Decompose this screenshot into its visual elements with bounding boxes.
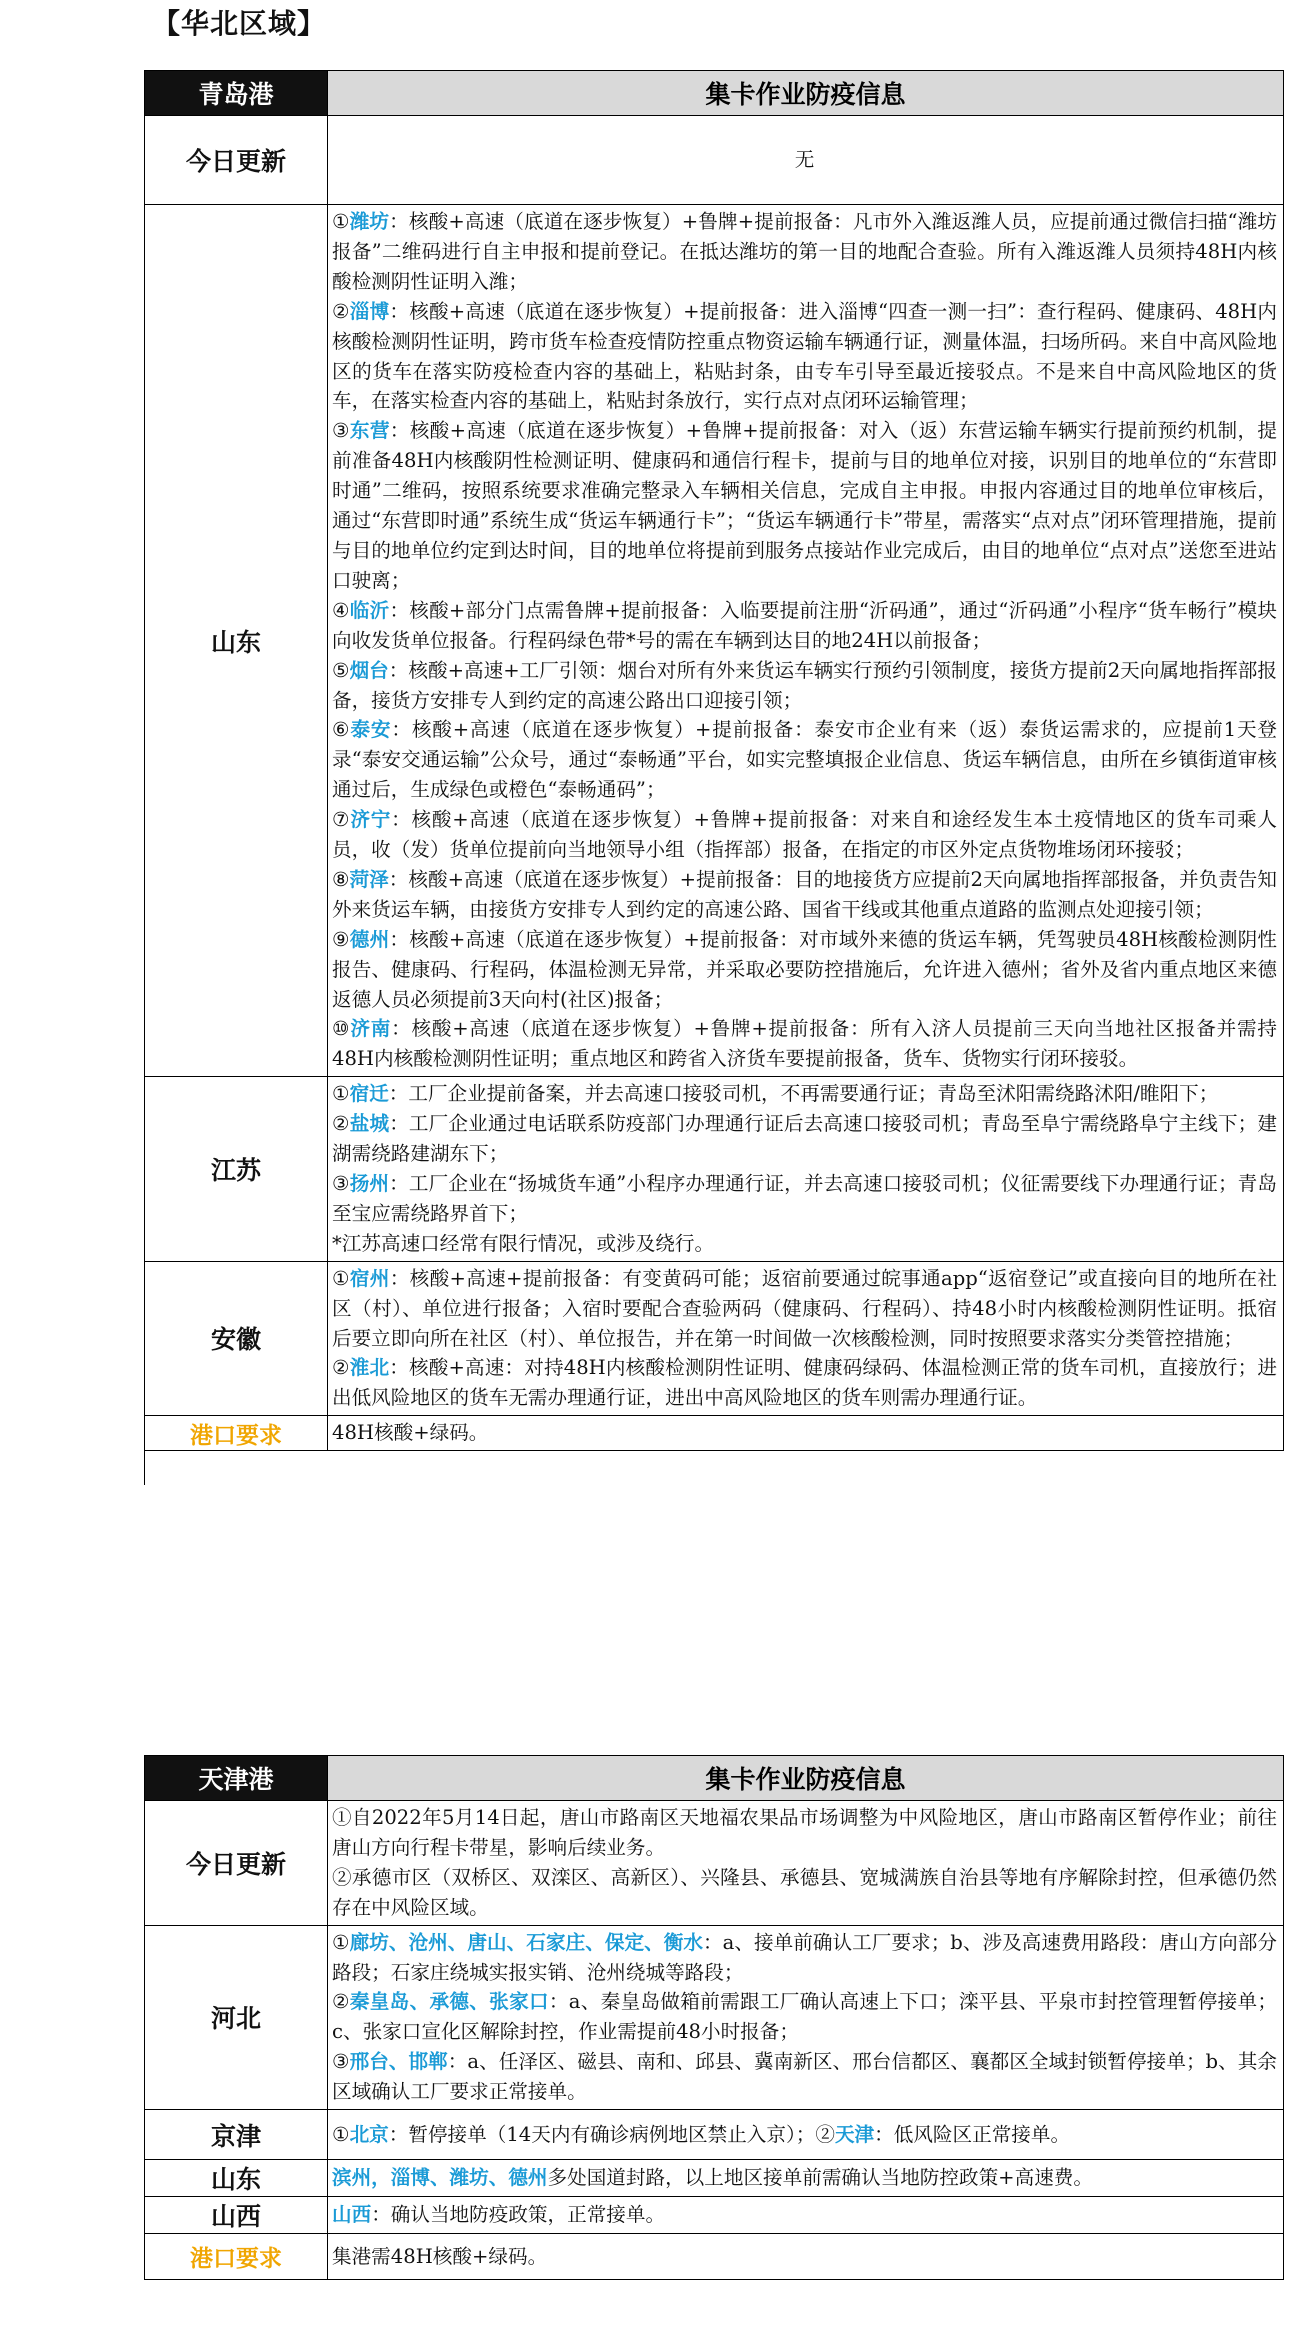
list-item [332, 1264, 1277, 1354]
list-item [332, 1353, 1277, 1413]
region-title: 【华北区域】 [152, 7, 327, 40]
city-name: 盐城 [349, 1112, 390, 1136]
item-number: ① [332, 1082, 350, 1106]
item-number: ① [332, 1266, 350, 1290]
list-item [332, 1079, 1277, 1109]
list-item [332, 416, 1277, 595]
item-number: ④ [332, 598, 350, 622]
jiangsu-row [145, 1077, 1284, 1261]
list-item [332, 865, 1277, 925]
item-text: ：核酸+高速（底道在逐步恢复）+鲁牌+提前报备：对来自和途经发生本土疫情地区的货车司乘人员，收（发）货单位提前向当地领导小组（指挥部）报备，在指定的市区外定点货物堆场闭环接驳； [332, 808, 1277, 862]
table-header-title: 集卡作业防疫信息 [328, 1756, 1284, 1801]
row-label: 安徽 [145, 1261, 328, 1416]
jingjin-content: ①北京：暂停接单（14天内有确诊病例地区禁止入京）；②天津：低风险区正常接单。 [328, 2110, 1284, 2160]
row-label: 今日更新 [145, 1801, 328, 1926]
row-label: 江苏 [145, 1077, 328, 1261]
item-text: ：核酸+高速+工厂引领：烟台对所有外来货运车辆实行预约引领制度，接货方提前2天向属地指挥部报备，接货方安排专人到约定的高速公路出口迎接引领； [332, 658, 1277, 712]
item-number: ③ [332, 2050, 350, 2074]
city-name: 天津 [834, 2122, 875, 2146]
hebei-content [328, 1925, 1284, 2109]
item-number: ⑨ [332, 927, 350, 951]
item-text: ：核酸+高速（底道在逐步恢复）+提前报备：目的地接货方应提前2天向属地指挥部报备，并负责告知外来货运车辆，由接货方安排专人到约定的高速公路、国省干线或其他重点道路的监测点处迎接引领； [332, 867, 1277, 921]
city-name: 临沂 [349, 598, 390, 622]
city-name: 廊坊、沧州、唐山、石家庄、保定、衡水 [349, 1930, 704, 1954]
table-header-title: 集卡作业防疫信息 [328, 71, 1284, 116]
city-name: 菏泽 [349, 867, 389, 891]
city-name: 东营 [349, 419, 390, 443]
city-name: 泰安 [350, 718, 392, 742]
item-number: ⑤ [332, 658, 350, 682]
shandong-row [145, 205, 1284, 1077]
item-text: ：核酸+高速（底道在逐步恢复）+鲁牌+提前报备：凡市外入潍返潍人员，应提前通过微信扫描“潍坊报备”二维码进行自主申报和提前登记。在抵达潍坊的第一目的地配合查验。所有入潍返潍人员须持48H内核酸检测阴性证明入潍； [332, 210, 1278, 293]
list-item [332, 715, 1277, 805]
row-label: 京津 [145, 2110, 328, 2160]
tianjin-header-row [145, 1756, 1284, 1801]
item-text: ：核酸+高速（底道在逐步恢复）+提前报备：对市域外来德的货运车辆，凭驾驶员48H核酸检测阴性报告、健康码、行程码，体温检测无异常，并采取必要防控措施后，允许进入德州；省外及省内重点地区来德返德人员必须提前3天向村(社区)报备； [332, 927, 1277, 1011]
city-name: 德州 [349, 927, 390, 951]
item-number: ③ [332, 1172, 350, 1195]
city-name: 邢台、邯郸 [349, 2050, 448, 2074]
list-item [332, 1987, 1277, 2047]
item-text: ：核酸+部分门点需鲁牌+提前报备：入临要提前注册“沂码通”，通过“沂码通”小程序“货车畅行”模块向收发货单位报备。行程码绿色带*号的需在车辆到达目的地24H以前报备； [332, 598, 1277, 652]
anhui-row [145, 1261, 1284, 1416]
item-number: ② [332, 1990, 350, 2014]
port-requirement-value: 48H核酸+绿码。 [328, 1416, 1284, 1451]
row-label: 今日更新 [145, 116, 328, 205]
item-number: ② [332, 1356, 350, 1380]
item-text: ：核酸+高速（底道在逐步恢复）+提前报备：进入淄博“四查一测一扫”：查行程码、健康码、48H内核酸检测阴性证明，跨市货车检查疫情防控重点物资运输车辆通行证，测量体温，扫场所码。来自中高风险地区的货车在落实防疫检查内容的基础上，粘贴封条，由专车引导至最近接驳点。不是来自中高风险地区的货车，在落实检查内容的基础上，粘贴封条放行，实行点对点闭环运输管理； [332, 299, 1278, 413]
port-requirement-value: 集港需48H核酸+绿码。 [328, 2234, 1284, 2280]
item-number: ⑥ [332, 718, 351, 742]
row-label: 山东 [145, 2160, 328, 2197]
today-update-row [145, 116, 1284, 205]
today-update-content [328, 1801, 1284, 1926]
item-number: ⑩ [332, 1017, 351, 1041]
city-name: 济宁 [350, 808, 392, 832]
port-name: 天津港 [145, 1756, 328, 1801]
city-name: 扬州 [349, 1172, 390, 1195]
list-item [332, 925, 1277, 1015]
jiangsu-content [328, 1077, 1284, 1261]
item-number: ⑧ [332, 867, 350, 891]
list-item [332, 805, 1277, 865]
item-text: ：a、任泽区、磁县、南和、邱县、冀南新区、邢台信都区、襄都区全域封锁暂停接单；b、其余区域确认工厂要求正常接单。 [332, 2050, 1277, 2104]
list-item [332, 1928, 1277, 1988]
item-text: ：工厂企业通过电话联系防疫部门办理通行证后去高速口接驳司机；青岛至阜宁需绕路阜宁主线下；建湖需绕路建湖东下； [332, 1112, 1278, 1166]
shandong-content: 滨州，淄博、潍坊、德州多处国道封路，以上地区接单前需确认当地防控政策+高速费。 [328, 2160, 1284, 2197]
anhui-content [328, 1261, 1284, 1416]
today-update-row [145, 1801, 1284, 1926]
city-name: 宿迁 [349, 1082, 389, 1106]
city-name: 淮北 [349, 1356, 390, 1380]
item-text: ：核酸+高速（底道在逐步恢复）+鲁牌+提前报备：对入（返）东营运输车辆实行提前预约机制，提前准备48H内核酸阴性检测证明、健康码和通信行程卡，提前与目的地单位对接，识别目的地单位的“东营即时通”二维码，按照系统要求准确完整录入车辆相关信息，完成自主申报。申报内容通过目的地单位审核后，通过“东营即时通”系统生成“货运车辆通行卡”；“货运车辆通行卡”带星，需落实“点对点”闭环管理措施，提前与目的地单位约定到达时间，目的地单位将提前到服务点接站作业完成后，由目的地单位“点对点”送您至进站口驶离； [332, 419, 1277, 592]
item-text: ：核酸+高速+提前报备：有变黄码可能；返宿前要通过皖事通app“返宿登记”或直接向目的地所在社区（村）、单位进行报备；入宿时要配合查验两码（健康码、行程码）、持48小时内核酸检测阴性证明。抵宿后要立即向所在社区（村）、单位报告，并在第一时间做一次核酸检测，同时按照要求落实分类管控措施； [332, 1266, 1277, 1350]
row-label: 港口要求 [145, 1416, 328, 1451]
item-text: ：a、秦皇岛做箱前需跟工厂确认高速上下口；滦平县、平泉市封控管理暂停接单；c、张家口宣化区解除封控，作业需提前48小时报备； [332, 1990, 1277, 2044]
item-number: ⑦ [332, 808, 351, 832]
row-label: 山东 [145, 205, 328, 1077]
item-text: ：工厂企业提前备案，并去高速口接驳司机，不再需要通行证；青岛至沭阳需绕路沭阳/睢阳下； [388, 1082, 1219, 1106]
list-item [332, 2047, 1277, 2107]
item-number: ② [332, 299, 350, 323]
city-name: 宿州 [349, 1266, 390, 1290]
jingjin-row [145, 2110, 1284, 2160]
item-number: ② [332, 1112, 350, 1136]
city-name: 烟台 [349, 658, 389, 682]
row-label: 山西 [145, 2197, 328, 2234]
item-text: ：核酸+高速（底道在逐步恢复）+提前报备：泰安市企业有来（返）泰货运需求的，应提前1天登录“泰安交通运输”公众号，通过“泰畅通”平台，如实完整填报企业信息、货运车辆信息，由所在乡镇街道审核通过后，生成绿色或橙色“泰畅通码”； [332, 718, 1277, 802]
city-name: 潍坊 [349, 210, 390, 233]
row-label: 河北 [145, 1925, 328, 2109]
item-text: ：工厂企业在“扬城货车通”小程序办理通行证，并去高速口接驳司机；仪征需要线下办理通行证；青岛至宝应需绕路界首下； [332, 1172, 1277, 1225]
item-text: ：核酸+高速（底道在逐步恢复）+鲁牌+提前报备：所有入济人员提前三天向当地社区报备并需持48H内核酸检测阴性证明；重点地区和跨省入济货车要提前报备，货车、货物实行闭环接驳。 [332, 1017, 1277, 1071]
list-item [332, 1109, 1277, 1169]
shanxi-content: 山西：确认当地防疫政策，正常接单。 [328, 2197, 1284, 2234]
shandong-content [328, 205, 1284, 1077]
item-text: ：a、接单前确认工厂要求；b、涉及高速费用路段：唐山方向部分路段；石家庄绕城实报实销、沧州绕城等路段； [332, 1930, 1277, 1984]
item-number: ① [332, 210, 350, 233]
list-item [332, 1014, 1277, 1074]
list-item [332, 297, 1277, 417]
spacer-row [145, 1451, 1284, 1486]
port-requirement-row [145, 2234, 1284, 2280]
city-name: 山西 [332, 2203, 372, 2227]
today-update-value: 无 [328, 116, 1284, 205]
row-label: 港口要求 [145, 2234, 328, 2280]
list-item [332, 596, 1277, 656]
list-item [332, 207, 1277, 297]
port-requirement-row [145, 1416, 1284, 1451]
item-number: ① [332, 1930, 350, 1954]
update-line: ②承德市区（双桥区、双滦区、高新区）、兴隆县、承德县、宽城满族自治县等地有序解除封控，但承德仍然存在中风险区域。 [332, 1865, 1277, 1919]
qingdao-table [144, 70, 1284, 1485]
qingdao-header-row [145, 71, 1284, 116]
note-text: *江苏高速口经常有限行情况，或涉及绕行。 [332, 1231, 715, 1255]
item-text: ：核酸+高速：对持48H内核酸检测阴性证明、健康码绿码、体温检测正常的货车司机，直接放行；进出低风险地区的货车无需办理通行证，进出中高风险地区的货车则需办理通行证。 [332, 1356, 1278, 1410]
city-name: 北京 [349, 2122, 389, 2146]
hebei-row [145, 1925, 1284, 2109]
shandong-row [145, 2160, 1284, 2197]
list-item [332, 1169, 1277, 1229]
city-name: 济南 [350, 1017, 392, 1041]
port-name: 青岛港 [145, 71, 328, 116]
city-name: 秦皇岛、承德、张家口 [349, 1990, 549, 2014]
city-name: 淄博 [349, 299, 390, 323]
item-number: ③ [332, 419, 350, 443]
tianjin-table [144, 1755, 1284, 2280]
list-item [332, 656, 1277, 716]
city-name: 滨州，淄博、潍坊、德州 [332, 2166, 548, 2190]
shanxi-row [145, 2197, 1284, 2234]
update-line: ①自2022年5月14日起，唐山市路南区天地福农果品市场调整为中风险地区，唐山市路南区暂停作业；前往唐山方向行程卡带星，影响后续业务。 [332, 1806, 1277, 1859]
